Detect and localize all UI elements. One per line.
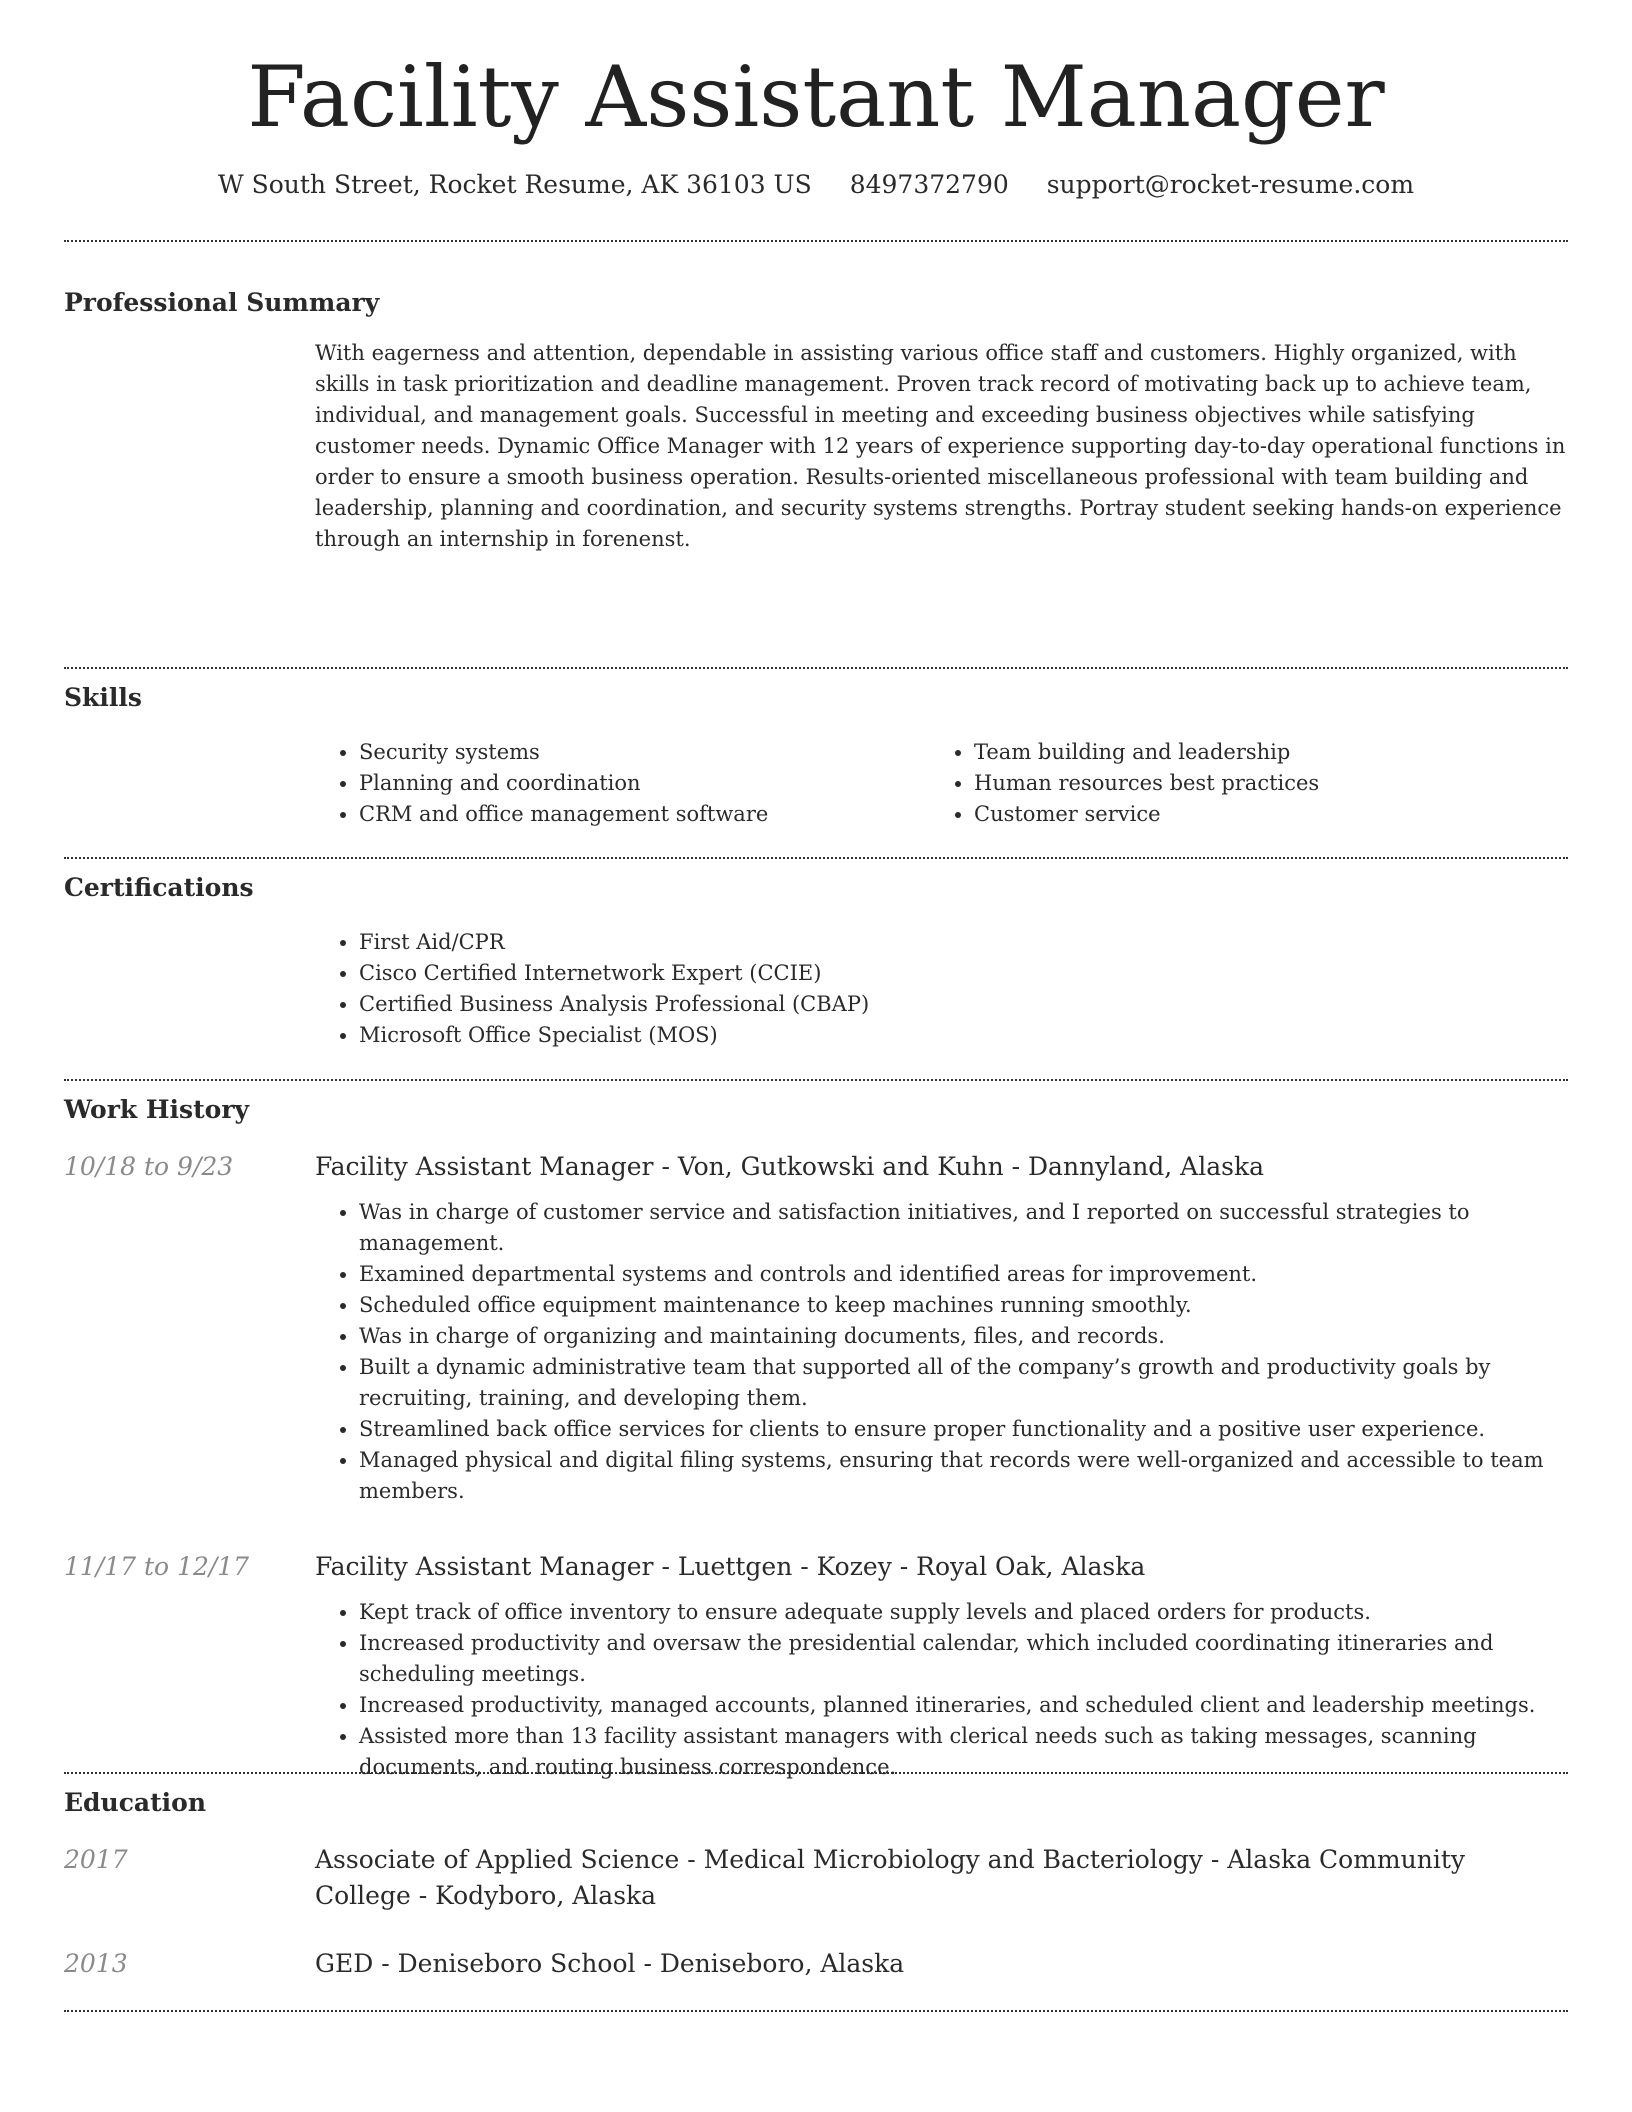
contact-email: support@rocket-resume.com — [1046, 170, 1415, 199]
work-history-heading: Work History — [64, 1095, 250, 1124]
job-bullet: • Assisted more than 13 facility assistant managers with clerical needs such as taking messages, scanning documents, and routing business correspondence. — [359, 1721, 1568, 1783]
skills-right-column — [930, 737, 1545, 830]
contact-address: W South Street, Rocket Resume, AK 36103 US — [217, 170, 812, 199]
education-details: Associate of Applied Science - Medical Microbiology and Bacteriology - Alaska Community College - Kodyboro, Alaska — [315, 1845, 1465, 1910]
skill-item: • Human resources best practices — [974, 768, 1545, 799]
job-title: Facility Assistant Manager - Von, Gutkowski and Kuhn - Dannyland, Alaska — [315, 1152, 1265, 1181]
job-header — [64, 1149, 1568, 1185]
job-bullets — [315, 1197, 1568, 1507]
job-title: Facility Assistant Manager - Luettgen - Kozey - Royal Oak, Alaska — [315, 1552, 1146, 1581]
job-bullet: • Increased productivity and oversaw the presidential calendar, which included coordinating itineraries and scheduling meetings. — [359, 1628, 1568, 1690]
education-heading: Education — [64, 1788, 207, 1817]
work-history-section — [64, 1093, 1568, 1779]
section-divider — [64, 1079, 1568, 1081]
skills-left-column — [315, 737, 930, 830]
contact-line — [64, 152, 1568, 240]
skills-heading: Skills — [64, 683, 142, 712]
certification-item: • Certified Business Analysis Professional (CBAP) — [359, 989, 1568, 1020]
job-entry — [64, 1149, 1568, 1507]
job-entry — [64, 1549, 1568, 1783]
skill-item: • Customer service — [974, 799, 1545, 830]
section-divider — [64, 240, 1568, 242]
education-year: 2013 — [64, 1949, 128, 1978]
job-bullet: • Examined departmental systems and controls and identified areas for improvement. — [359, 1259, 1568, 1290]
job-dates: 11/17 to 12/17 — [64, 1552, 250, 1581]
candidate-name: Facility Assistant Manager — [247, 48, 1385, 146]
skill-item: • Team building and leadership — [974, 737, 1545, 768]
education-year: 2017 — [64, 1845, 128, 1874]
summary-section — [64, 286, 1568, 667]
skill-item: • CRM and office management software — [359, 799, 930, 830]
job-bullet: • Streamlined back office services for clients to ensure proper functionality and a positive user experience. — [359, 1414, 1568, 1445]
certifications-list-wrap — [315, 927, 1568, 1051]
job-bullet: • Was in charge of customer service and satisfaction initiatives, and I reported on successful strategies to management. — [359, 1197, 1568, 1259]
job-bullet: • Increased productivity, managed accounts, planned itineraries, and scheduled client and leadership meetings. — [359, 1690, 1568, 1721]
section-divider — [64, 667, 1568, 669]
certifications-section — [64, 871, 1568, 1079]
skill-item: • Security systems — [359, 737, 930, 768]
job-dates: 10/18 to 9/23 — [64, 1152, 234, 1181]
job-bullet: • Managed physical and digital filing systems, ensuring that records were well-organized and accessible to team members. — [359, 1445, 1568, 1507]
certification-item: • Microsoft Office Specialist (MOS) — [359, 1020, 1568, 1051]
education-details: GED - Deniseboro School - Deniseboro, Alaska — [315, 1949, 905, 1978]
skills-list — [315, 737, 1568, 830]
education-entry — [64, 1946, 1568, 1982]
skills-section — [64, 681, 1568, 857]
job-header — [64, 1549, 1568, 1585]
job-bullet: • Kept track of office inventory to ensure adequate supply levels and placed orders for products. — [359, 1597, 1568, 1628]
certifications-list — [315, 927, 1568, 1051]
section-divider — [64, 2010, 1568, 2012]
job-bullet: • Was in charge of organizing and maintaining documents, files, and records. — [359, 1321, 1568, 1352]
certifications-heading: Certifications — [64, 873, 254, 902]
summary-text: With eagerness and attention, dependable in assisting various office staff and customers. Highly organized, with skills in task prioritization and deadline management. Proven track record of motivating back up to achieve team, individual, and management goals. Successful in meeting and exceeding business objectives while satisfying customer needs. Dynamic Office Manager with 12 years of experience supporting day-to-day operational functions in order to ensure a smooth business operation. Results-oriented miscellaneous professional with team building and leadership, planning and coordination, and security systems strengths. Portray student seeking hands-on experience through an internship in forenenst. — [315, 341, 1566, 551]
contact-phone: 8497372790 — [849, 170, 1009, 199]
job-bullet: • Scheduled office equipment maintenance to keep machines running smoothly. — [359, 1290, 1568, 1321]
education-section — [64, 1786, 1568, 2010]
certification-item: • First Aid/CPR — [359, 927, 1568, 958]
education-entry — [64, 1842, 1568, 1914]
job-bullets — [315, 1597, 1568, 1783]
skill-item: • Planning and coordination — [359, 768, 930, 799]
certification-item: • Cisco Certified Internetwork Expert (CCIE) — [359, 958, 1568, 989]
section-divider — [64, 857, 1568, 859]
summary-heading: Professional Summary — [64, 288, 380, 317]
job-bullet: • Built a dynamic administrative team that supported all of the company’s growth and productivity goals by recruiting, training, and developing them. — [359, 1352, 1568, 1414]
resume-page — [64, 0, 1568, 2012]
